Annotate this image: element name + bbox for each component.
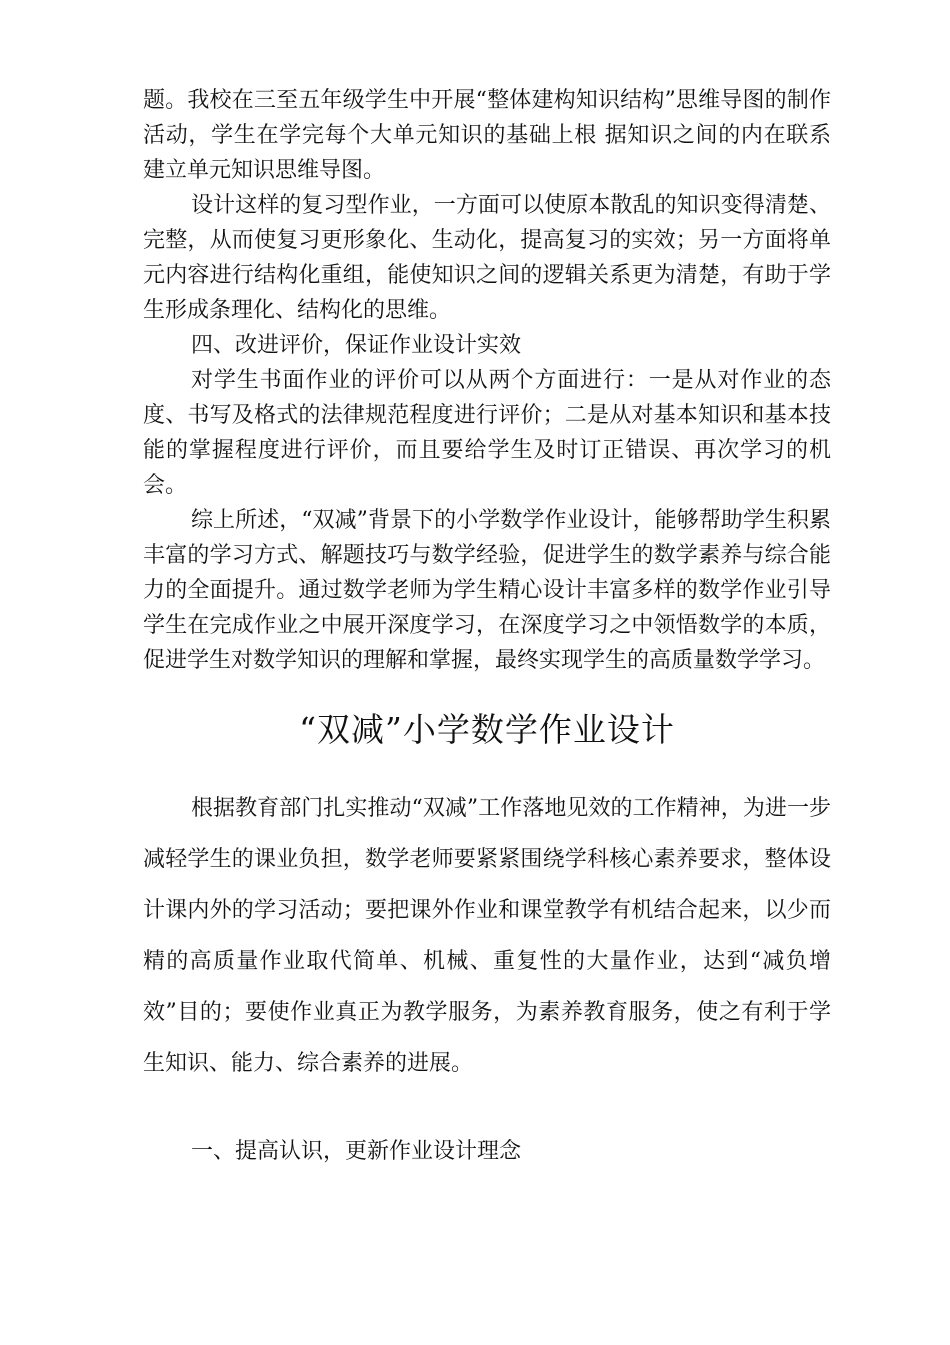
section-heading-evaluation: 四、改进评价，保证作业设计实效: [191, 333, 522, 358]
paragraph-summary: 综上所述，“双减”背景下的小学数学作业设计，能够帮助学生积累丰富的学习方式、解题技巧与数学经验，促进学生的数学素养与综合能力的全面提升。通过数学老师为学生精心设计丰富多样的数学作业引导学生在完成作业之中展开深度学习，在深度学习之中领悟数学的本质，促进学生对数学知识的理解和掌握，最终实现学生的高质量数学学习。: [143, 508, 831, 673]
article-title: “双减”小学数学作业设计: [299, 710, 675, 749]
section-heading-awareness: 一、提高认识，更新作业设计理念: [191, 1139, 522, 1164]
continuation-paragraph: 题。我校在三至五年级学生中开展“整体建构知识结构”思维导图的制作活动，学生在学完每个大单元知识的基础上根 据知识之间的内在联系建立单元知识思维导图。: [143, 88, 831, 183]
paragraph-evaluation: 对学生书面作业的评价可以从两个方面进行：一是从对作业的态度、书写及格式的法律规范程度进行评价；二是从对基本知识和基本技能的掌握程度进行评价，而且要给学生及时订正错误、再次学习的机会。: [143, 368, 831, 498]
paragraph-review-homework: 设计这样的复习型作业，一方面可以使原本散乱的知识变得清楚、完整，从而使复习更形象化、生动化，提高复习的实效；另一方面将单元内容进行结构化重组，能使知识之间的逻辑关系更为清楚，有助于学生形成条理化、结构化的思维。: [143, 193, 831, 323]
paragraph-intro: 根据教育部门扎实推动“双减”工作落地见效的工作精神，为进一步减轻学生的课业负担，数学老师要紧紧围绕学科核心素养要求，整体设计课内外的学习活动；要把课外作业和课堂教学有机结合起来，以少而精的高质量作业取代简单、机械、重复性的大量作业，达到“减负增效”目的；要使作业真正为教学服务，为素养教育服务，使之有利于学生知识、能力、综合素养的进展。: [143, 796, 831, 1076]
